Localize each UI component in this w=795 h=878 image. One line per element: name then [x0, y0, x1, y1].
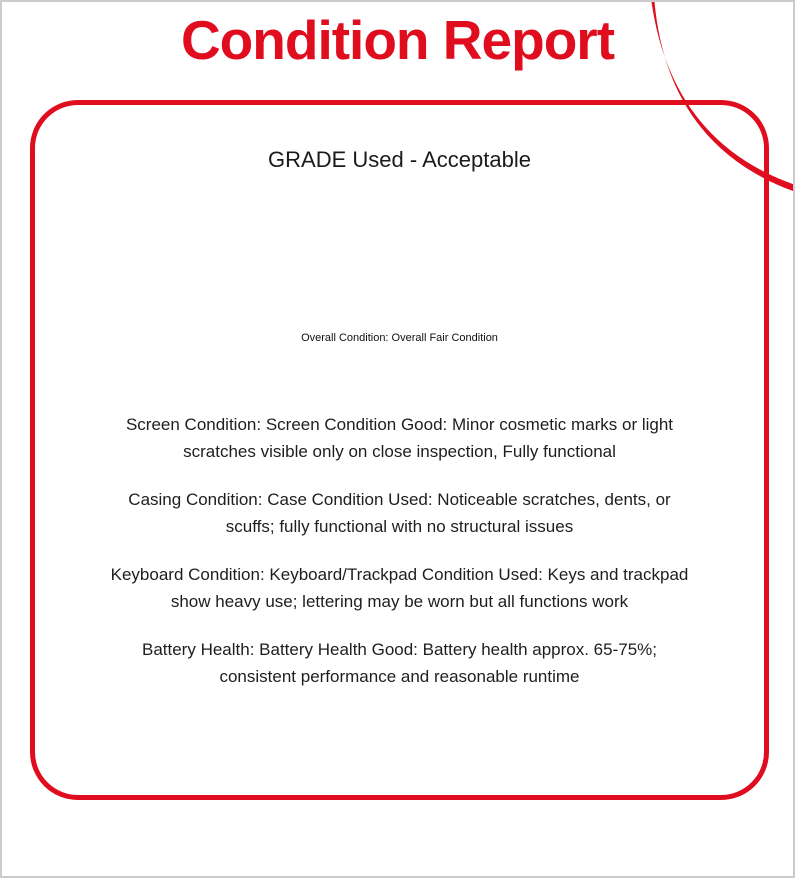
keyboard-condition: [35, 561, 764, 615]
condition-line: scratches visible only on close inspection, Fully functional: [183, 442, 616, 461]
battery-health: [35, 636, 764, 690]
screen-condition: [35, 411, 764, 465]
condition-line: show heavy use; lettering may be worn but all functions work: [170, 592, 629, 611]
condition-line: Casing Condition: Case Condition Used: Noticeable scratches, dents, or: [128, 490, 671, 509]
condition-line: consistent performance and reasonable runtime: [219, 667, 580, 686]
conditions-list: [35, 411, 764, 690]
condition-line: Keyboard Condition: Keyboard/Trackpad Condition Used: Keys and trackpad: [110, 565, 689, 584]
page-title: Condition Report: [180, 9, 615, 71]
report-card: [30, 100, 769, 800]
grade-heading: GRADE Used - Acceptable: [268, 147, 531, 172]
condition-line: Battery Health: Battery Health Good: Battery health approx. 65-75%;: [141, 640, 657, 659]
condition-line: scuffs; fully functional with no structural issues: [225, 517, 574, 536]
casing-condition: [35, 486, 764, 540]
condition-line: Screen Condition: Screen Condition Good: Minor cosmetic marks or light: [125, 415, 674, 434]
overall-condition-line: Overall Condition: Overall Fair Condition: [301, 332, 498, 344]
